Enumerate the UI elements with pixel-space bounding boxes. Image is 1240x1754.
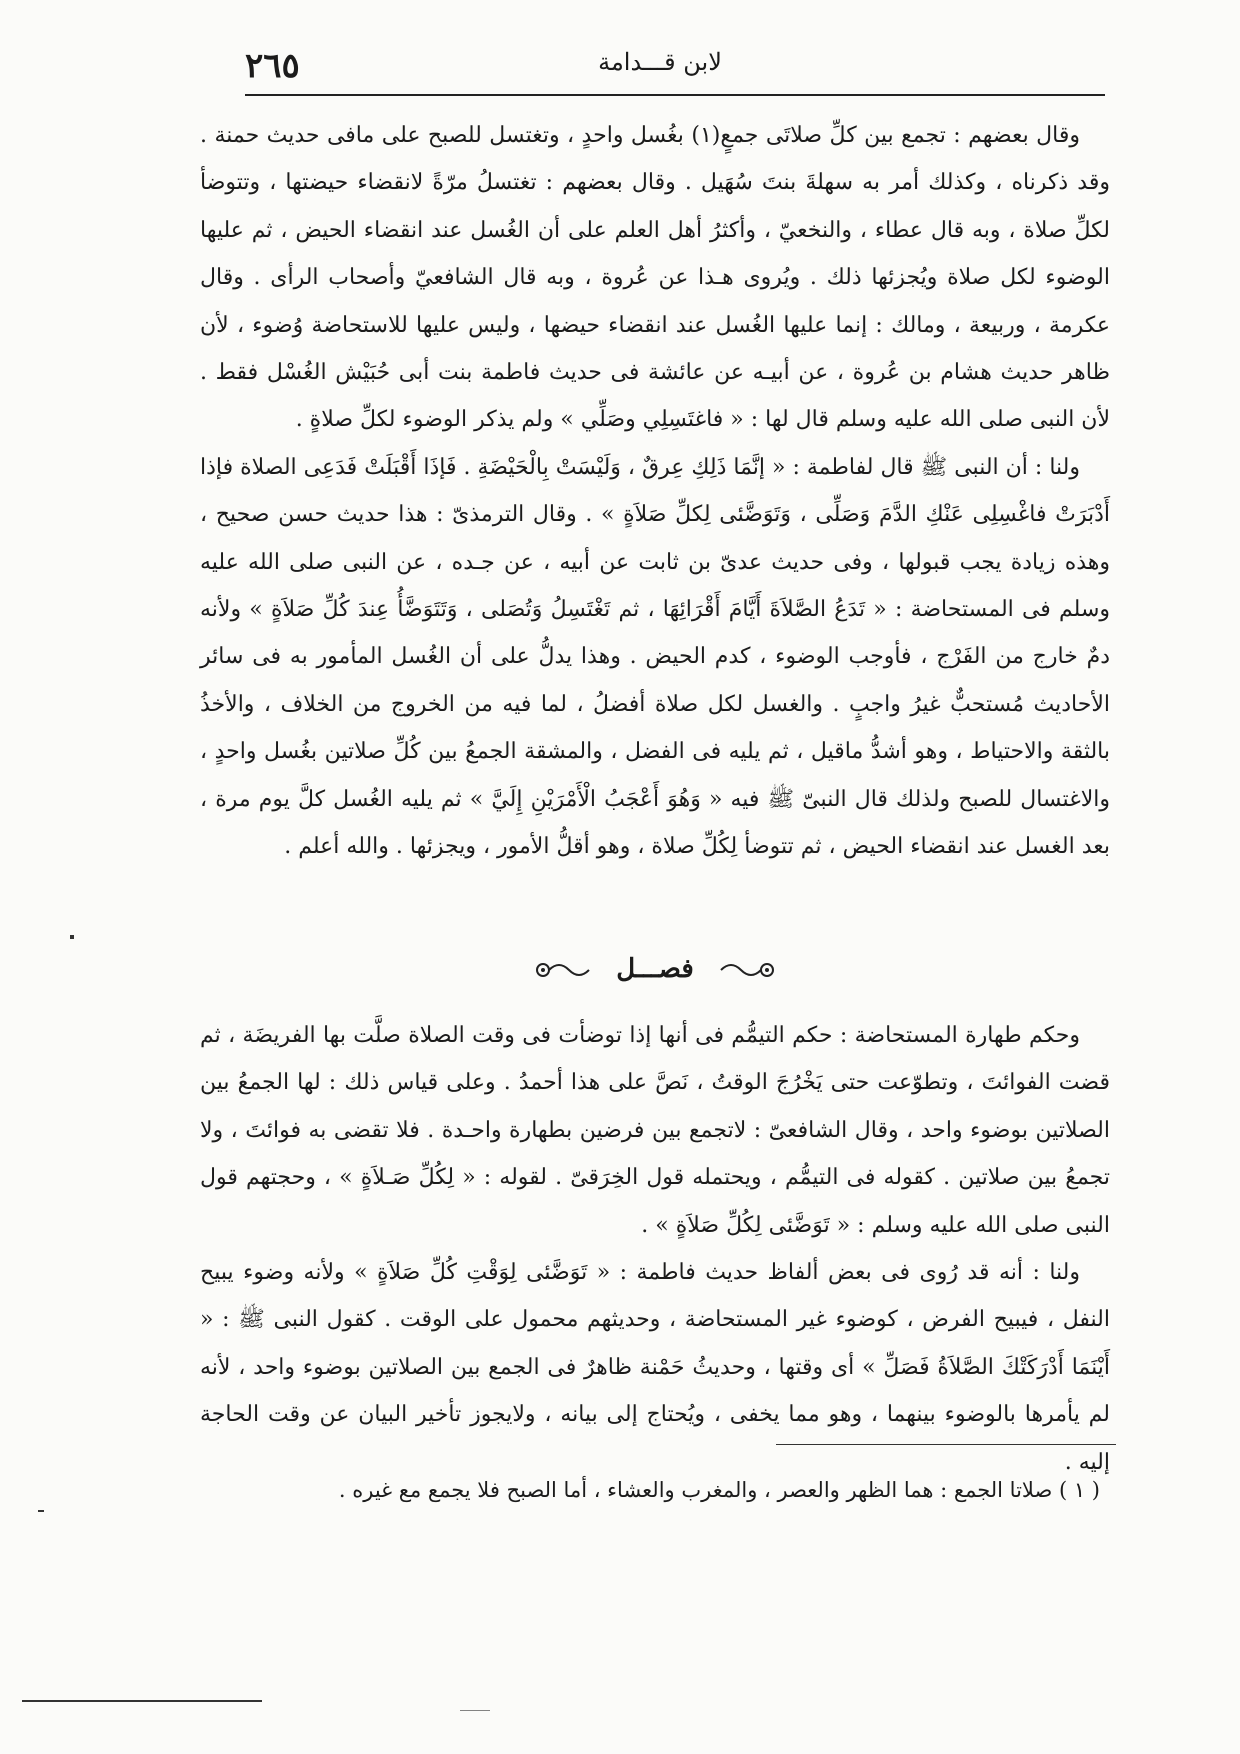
scan-speck [460, 1710, 490, 1711]
page-number: ٢٦٥ [245, 46, 300, 86]
ornament-icon [533, 958, 593, 982]
paragraph: ولنا : أنه قد رُوى فى بعض ألفاظ حديث فاطمة : « تَوَضَّئى لِوَقْتِ كُلِّ صَلاَةٍ » ولأنه وضوء يبيح النفل ، فيبيح الفرض ، كوضوء غير المستحاضة ، وحديثهم محمول على الوقت . كقول النبى ﷺ : « أَيْنَمَا أَدْرَكَتْكَ الصَّلاَةُ فَصَلِّ » أى وقتها ، وحديثُ حَمْنة ظاهرٌ فى الجمع بين الصلاتين بوضوء واحد ، لأنه لم يأمرها بالوضوء بينهما ، وهو مما يخفى ، ويُحتاج إلى بيانه ، ولايجوز تأخير البيان عن وقت الحاجة إليه . [200, 1260, 1110, 1475]
scan-speck [38, 1510, 44, 1512]
ornament-icon [717, 958, 777, 982]
scan-edge-line [22, 1700, 262, 1702]
section-2-text [200, 1012, 1110, 1486]
section-1-text [200, 112, 1110, 871]
header-rule [245, 94, 1105, 96]
footnote-rule [776, 1444, 1116, 1445]
running-head: لابن قـــدامة [598, 48, 722, 76]
fasl-heading [200, 954, 1110, 1004]
scan-speck [70, 935, 74, 939]
paragraph: ولنا : أن النبى ﷺ قال لفاطمة : « إنَّمَا ذَلِكِ عِرقٌ ، وَلَيْسَتْ بِالْحَيْضَةِ . فَإذَا أَقْبَلَتْ فَدَعِى الصلاة فإذا أَدْبَرَتْ فاغْسِلِى عَنْكِ الدَّمَ وَصَلِّى ، وَتَوَضَّئى لِكلِّ صَلاَةٍ » . وقال الترمذىّ : هذا حديث حسن صحيح ، وهذه زيادة يجب قبولها ، وفى حديث عدىّ بن ثابت عن أبيه ، عن جـده ، عن النبى صلى الله عليه وسلم فى المستحاضة : « تَدَعُ الصَّلاَةَ أَيَّامَ أَقْرَائِهَا ، ثم تَغْتَسِلُ وَتُصَلى ، وَتَتَوَضَّأُ عِندَ كُلِّ صَلاَةٍ » ولأنه دمٌ خارج من الفَرْج ، فأوجب الوضوء ، كدم الحيض . وهذا يدلُّ على أن الغُسل المأمور به فى سائر الأحاديث مُستحبٌّ غيرُ واجبٍ . والغسل لكل صلاة أفضلُ ، لما فيه من الخروج من الخلاف ، والأخذُ بالثقة والاحتياط ، وهو أشدُّ ماقيل ، ثم يليه فى الفضل ، والمشقة الجمعُ بين كُلِّ صلاتين بغُسل واحدٍ ، والاغتسال للصبح ولذلك قال النبىّ ﷺ فيه « وَهُوَ أَعْجَبُ الْأَمْرَيْنِ إِلَيَّ » ثم يليه الغُسل كلَّ يوم مرة ، بعد الغسل عند انقضاء الحيض ، ثم تتوضأ لِكُلِّ صلاة ، وهو أقلُّ الأمور ، ويجزئها . والله أعلم . [200, 454, 1111, 860]
paragraph: وحكم طهارة المستحاضة : حكم التيمُّم فى أنها إذا توضأت فى وقت الصلاة صلَّت بها الفريضَة ، ثم قضت الفوائتَ ، وتطوّعت حتى يَخْرُجَ الوقتُ ، نَصَّ على هذا أحمدُ . وعلى قياس ذلك : لها الجمعُ بين الصلاتين بوضوء واحد ، وقال الشافعىّ : لاتجمع بين فرضين بطهارة واحـدة . فلا تقضى به فوائتَ ، ولا تجمعُ بين صلاتين . كقوله فى التيمُّم ، ويحتمله قول الخِرَقىّ . لقوله : « لِكُلِّ صَـلاَةٍ » ، وحجتهم قول النبى صلى الله عليه وسلم : « تَوَضَّئى لِكُلِّ صَلاَةٍ » . [200, 1023, 1110, 1238]
page-header [195, 40, 1125, 90]
paragraph: وقال بعضهم : تجمع بين كلِّ صلاتَى جمعٍ(١) بغُسل واحدٍ ، وتغتسل للصبح على مافى حديث حمنة . وقد ذكرناه ، وكذلك أمر به سهلةَ بنتَ سُهَيل . وقال بعضهم : تغتسلُ مرّةً لانقضاء حيضتها ، وتتوضأ لكلِّ صلاة ، وبه قال عطاء ، والنخعيّ ، وأكثرُ أهل العلم على أن الغُسل عند انقضاء الحيض ، ثم عليها الوضوء لكل صلاة ويُجزئها ذلك . ويُروى هـذا عن عُروة ، وبه قال الشافعيّ وأصحاب الرأى . وقال عكرمة ، وربيعة ، ومالك : إنما عليها الغُسل عند انقضاء حيضها ، وليس عليها للاستحاضة وُضوء ، لأن ظاهر حديث هشام بن عُروة ، عن أبيـه عن عائشة فى حديث فاطمة بنت أبى حُبَيْش الغُسْل فقط . لأن النبى صلى الله عليه وسلم قال لها : « فاغتَسِلِي وصَلِّي » ولم يذكر الوضوء لكلِّ صلاةٍ . [200, 123, 1110, 433]
footnote: ( ١ ) صلاتا الجمع : هما الظهر والعصر ، والمغرب والعشاء ، أما الصبح فلا يجمع مع غيره . [338, 1478, 1100, 1502]
fasl-title: فصـــل [616, 954, 694, 984]
